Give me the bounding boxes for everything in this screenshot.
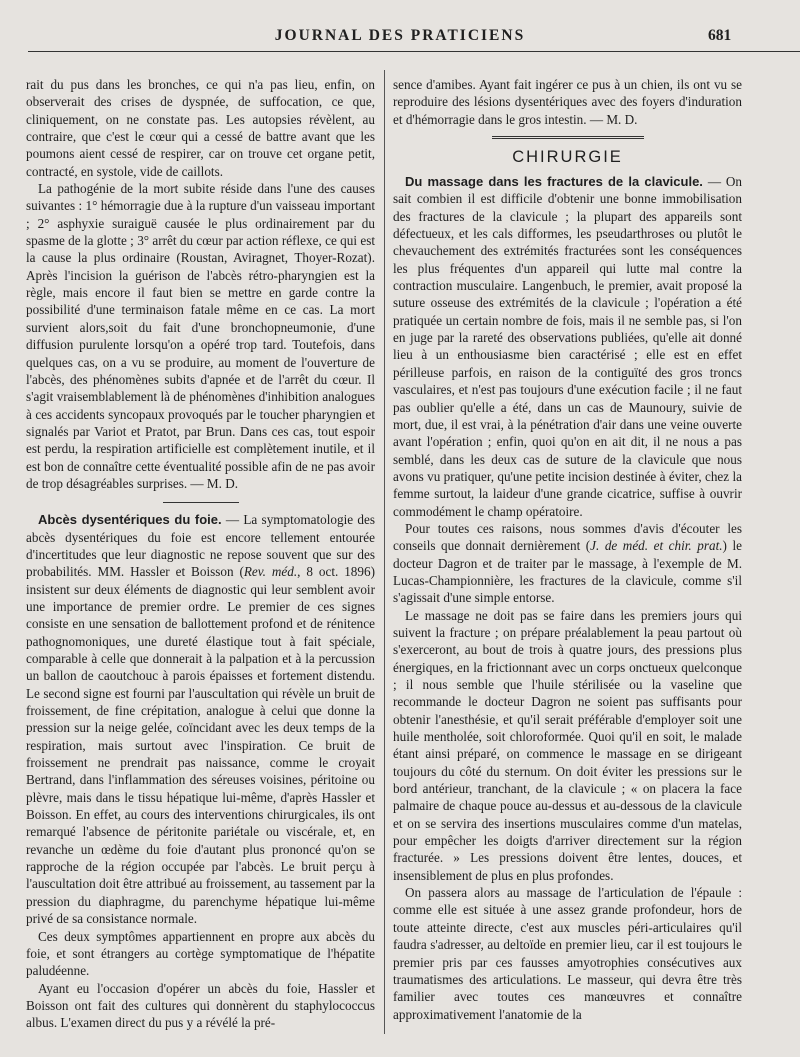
article-separator [163, 502, 239, 503]
article-title: Abcès dysentériques du foie. [38, 512, 222, 528]
paragraph-massage: Le massage ne doit pas se faire dans les premiers jours qui suivent la fracture ; on prépare préalablement la peau partout où s'exerceront, au bout de trois à quatre jours, des pressions plus énergiques, en la frictionnant avec un corps onctueux quelconque ; il nous semble que l'huile stérilisée ou la vaseline que recommande le docteur Dagron ne soient pas suffisants pour obtenir l'anesthésie, et qu'il serait préférable d'employer soit une huile mentholée, soit chloroformée. Quoi qu'il en soit, le malade étant ainsi préparé, on commence le massage en se dirigeant toujours du côté du sternum. On doit éviter les pressions sur le bord antérieur, tranchant, de la clavicule ; « on placera la face palmaire de chaque pouce au-dessus et au-dessous de la clavicule et on se servira des insertions musculaires comme d'un matelas, pour empêcher les doigts d'arriver directement sur la région fracturée. » Les pressions doivent être lentes, douces, et insensiblement de plus en plus profondes. [393, 607, 742, 883]
paragraph-continued: rait du pus dans les bronches, ce qui n'a pas lieu, enfin, on observerait des crises de dyspnée, de suffocation, ce que, cliniquement, on ne constate pas. Les autopsies révèlent, au contraire, que c'est le cœur qui a cessé de battre avant que les poumons aient cessé de respirer, car on trouve cet organe petit, contracté, en systole, vide de caillots. [26, 77, 375, 179]
article-title: Du massage dans les fractures de la clavicule. [405, 174, 703, 190]
right-column [393, 76, 742, 1023]
section-separator [492, 136, 644, 141]
article-abces-dysenteriques [26, 511, 375, 927]
paragraph-continued: sence d'amibes. Ayant fait ingérer ce pus à un chien, ils ont vu se reproduire des lésions dysentériques avec des foyers d'induration et d'hémorragie dans le gros intestin. — M. D. [393, 77, 742, 127]
paragraph-pathogenie: La pathogénie de la mort subite réside dans l'une des causes suivantes : 1° hémorragie due à la rupture d'un vaisseau important ; 2° asphyxie suraiguë causée le plus ordinairement par du spasme de la glotte ; 3° arrêt du cœur par action réflexe, ce qui est la cause la plus ordinaire (Roustan, Aviragnet, Thoyer-Rozat). Après l'incision la guérison de l'abcès rétro-pharyngien est la règle, mais encore il faut bien se mettre en garde contre la possibilité d'une terminaison fatale même en ce cas. La mort survient alors,soit du fait d'une bronchopneumonie, d'une diffusion purulente lorsqu'on a opéré trop tard. Toutefois, dans quelques cas, on a vu se produire, au moment de l'ouverture de l'abcès, des phénomènes subits d'apnée et de l'arrêt du cœur. Il s'agit vraisemblablement là de phénomènes d'inhibition analogues à ces accidents syncopaux provoqués par le toucher pharyngien et signalés par Variot et Pratot, par Brun. Dans ces cas, tout espoir est perdu, la respiration artificielle est complètement inutile, et il est bon de connaître cette éventualité possible afin de ne pas avoir de trop désagréables surprises. — M. D. [26, 181, 375, 491]
journal-citation: Rev. méd. [243, 564, 298, 580]
paragraph-epaule: On passera alors au massage de l'articulation de l'épaule : comme elle est située à une assez grande profondeur, hors de toute atteinte directe, c'est aux muscles péri-articulaires qu'il faudra s'adresser, au deltoïde en premier lieu, car il est toujours le premier pris par ces fausses amyotrophies consécutives aux traumatismes des articulations. Le masseur, qui devra être très familier avec toutes ces manœuvres et connaître approximativement l'anatomie de la [393, 885, 742, 1022]
article-massage-clavicule [393, 173, 742, 520]
article-text: — On sait combien il est difficile d'obtenir une bonne immobilisation des fractures de la clavicule ; la plupart des appareils sont défectueux, et les cals difformes, les pseudarthroses ou plutôt le chevauchement des extrémités fracturées sont les conséquences les plus fréquentes d'un appareil qui lutte mal contre la contraction musculaire. Langenbuch, le premier, avait proposé la suture osseuse des extrémités de la clavicule ; l'opération a été pratiquée un certain nombre de fois, mais il ne semble pas, si l'on en juge par la rareté des observations publiées, qu'elle ait donné lieu à un enthousiasme bien caractérisé ; elle est en effet périlleuse parfois, en raison de la contiguïté des gros troncs vasculaires, et n'est pas toujours d'une exécution facile ; il ne faut pas oublier qu'elle a été, dans un cas de Maunoury, suivie de mort, due, il est vrai, à la pénétration d'air dans une veine ouverte avant l'opération ; enfin, quoi qu'on en ait dit, il ne nous a pas semblé, dans les deux cas de suture de la clavicule que nous avons vu pratiquer, qu'une petite incision destinée à éviter, chez la femme surtout, la laideur d'une grande cicatrice, suffise à ouvrir commodément le champ opératoire. [393, 174, 742, 519]
section-title: CHIRURGIE [512, 148, 623, 167]
page-number: 681 [708, 27, 732, 44]
header-rule [28, 51, 800, 52]
article-text: — La symptomatologie des abcès dysentériques du foie est encore tellement entourée d'incertitudes que leur diagnostic ne repose souvent que sur des probabilités. MM. Hassler et Boisson ( [26, 512, 376, 580]
paragraph-symptomes: Ces deux symptômes appartiennent en propre aux abcès du foie, et sont étrangers au cortège symptomatique de l'hépatite paludéenne. [26, 928, 375, 979]
paragraph-conseils: Pour toutes ces raisons, nous sommes d'avis d'écouter les conseils que donnait dernièrement (J. de méd. et chir. prat.) le docteur Dagron et de traiter par le massage, à l'exemple de M. Lucas-Championnière, les fractures de la clavicule, comme s'il s'agissait d'une simple entorse. [393, 520, 742, 606]
column-divider [384, 70, 385, 1034]
left-column [26, 76, 375, 1032]
article-text: , 8 oct. 1896) insistent sur deux éléments de diagnostic qui leur semblent avoir une importance de premier ordre. Le premier de ces signes consiste en une sensation de ballottement profond et de rénitence pathognomoniques, une dureté élastique tout à fait spéciale, comparable à celle que donnerait à la palpation et à la percussion un ballon de caoutchouc à parois épaisses et fortement distendu. Le second signe est fourni par l'auscultation qui révèle un bruit de froissement, de fine crépitation, analogue à celui que donne la pression sur la neige gelée, coïncidant avec les deux temps de la respiration, mais surtout avec l'inspiration. Ce bruit de froissement ne prendrait pas naissance, comme le croyait Bertrand, dans l'inflammation des séreuses voisines, péritoine ou plèvre, mais dans le tissu hépatique lui-même, d'après Hassler et Boisson. En effet, au cours des interventions chirurgicales, ils ont remarqué l'absence de péritonite pariétale ou viscérale, et, en revanche un œdème du foie d'autant plus prononcé qu'on se rapproche de la région occupée par l'abcès. Le bruit perçu à l'auscultation doit être attribué au froissement, au tassement par la pression du diaphragme, du parenchyme hépatique lui-même privé de sa consistance normale. [26, 564, 375, 927]
journal-citation: J. de méd. et chir. prat. [590, 538, 723, 554]
running-header-title: JOURNAL DES PRATICIENS [274, 27, 526, 44]
paragraph-cultures: Ayant eu l'occasion d'opérer un abcès du foie, Hassler et Boisson ont fait des cultures qui donnèrent du staphylococcus albus. L'examen direct du pus y a révélé la pré- [26, 980, 375, 1031]
